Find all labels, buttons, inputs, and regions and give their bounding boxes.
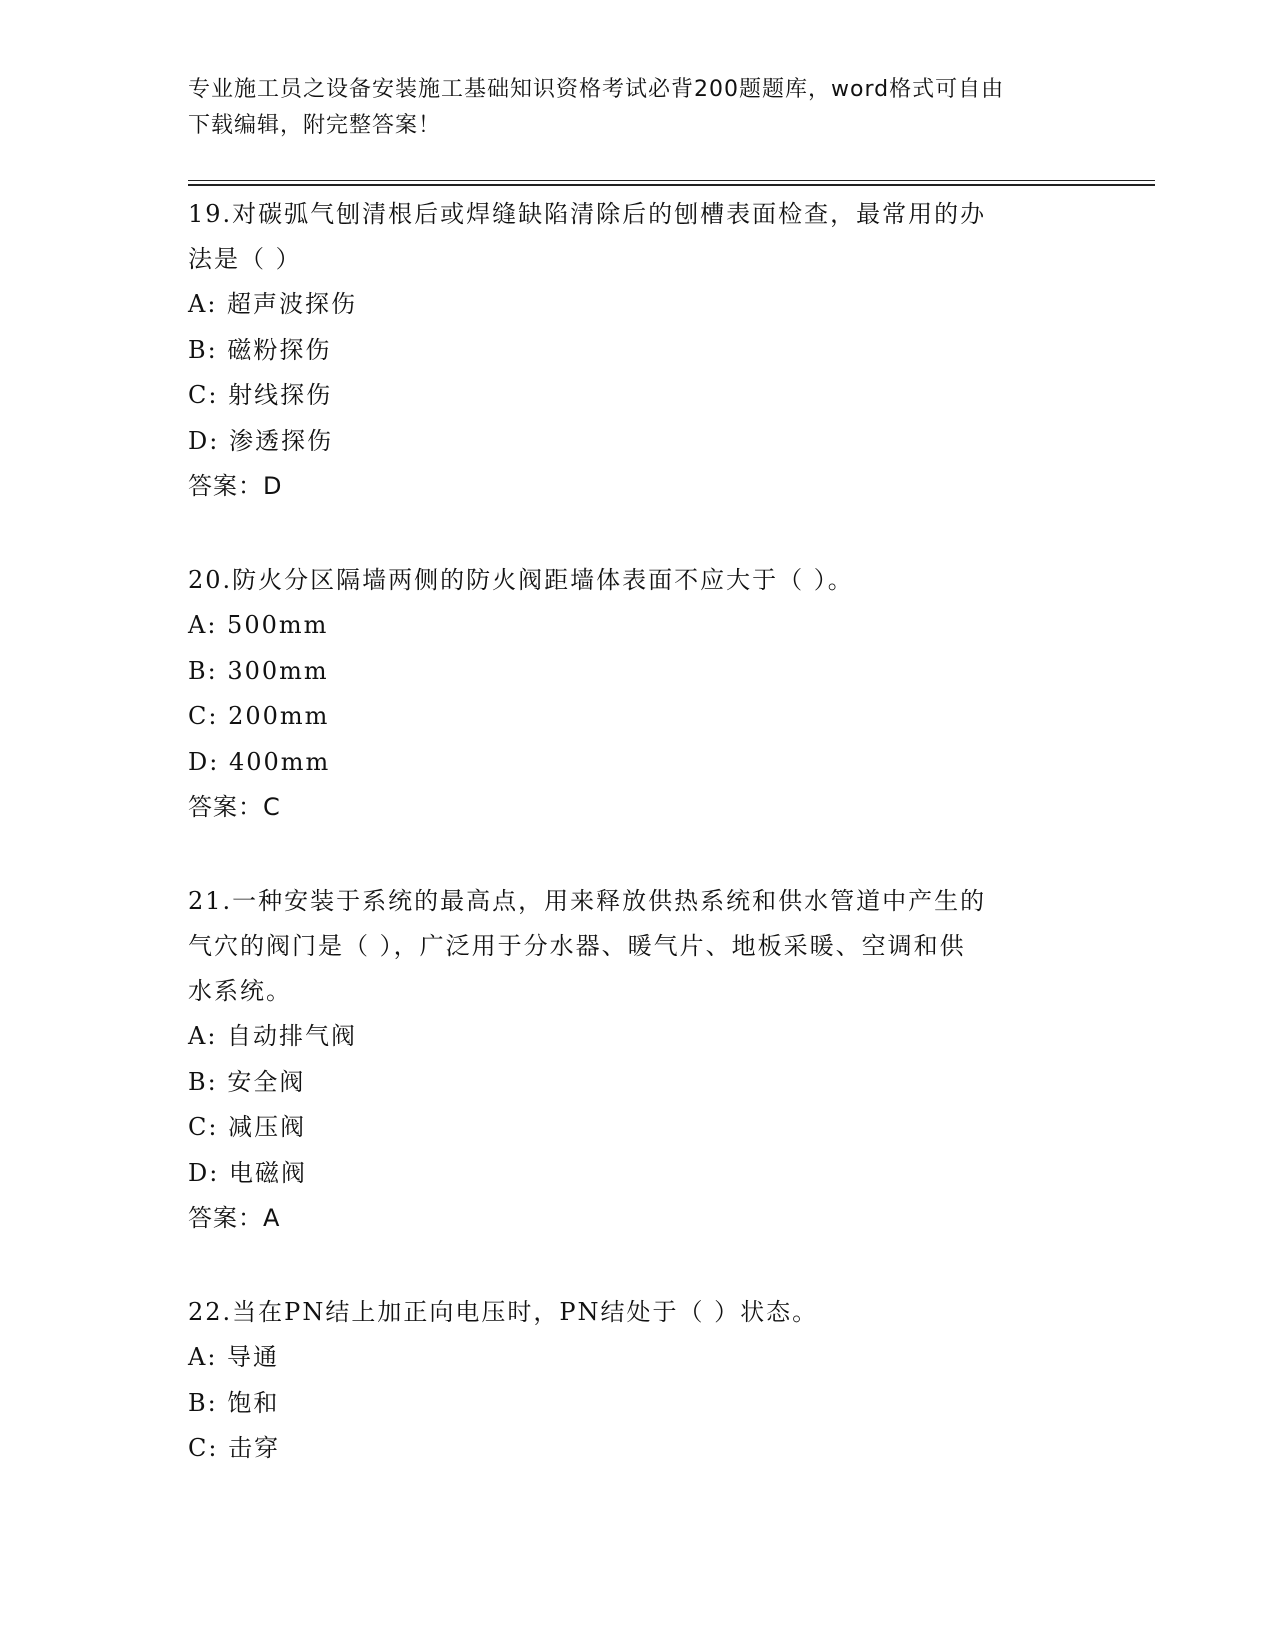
question-spacer	[188, 1241, 1068, 1286]
stem-line: 21.一种安装于系统的最高点，用来释放供热系统和供水管道中产生的	[188, 887, 987, 915]
option-c: C: 击穿	[188, 1434, 281, 1462]
header-divider-thick	[188, 184, 1155, 186]
question-stem	[188, 875, 1068, 1014]
answer-line: 答案：D	[188, 472, 283, 500]
document-header	[188, 72, 1068, 144]
option-a: A: 自动排气阀	[188, 1022, 358, 1050]
option-d: D: 400mm	[188, 747, 331, 776]
stem-line: 20.防火分区隔墙两侧的防火阀距墙体表面不应大于（ ）。	[188, 566, 854, 594]
option-c: C: 减压阀	[188, 1113, 307, 1141]
header-line-2: 下载编辑，附完整答案！	[188, 113, 442, 138]
header-divider-thin	[188, 180, 1155, 181]
option-b: B: 饱和	[188, 1388, 280, 1417]
question-22	[188, 1286, 1068, 1472]
question-21	[188, 875, 1068, 1241]
option-d: D: 渗透探伤	[188, 426, 333, 455]
option-c: C: 200mm	[188, 702, 330, 730]
answer-line: 答案：C	[188, 793, 281, 821]
question-list	[188, 188, 1068, 1472]
option-d: D: 电磁阀	[188, 1158, 307, 1187]
option-c: C: 射线探伤	[188, 381, 333, 409]
option-a: A: 500mm	[188, 611, 329, 639]
question-19	[188, 188, 1068, 509]
stem-line: 水系统。	[188, 977, 292, 1005]
stem-line: 22.当在PN结上加正向电压时，PN结处于（ ）状态。	[188, 1298, 819, 1326]
stem-line: 气穴的阀门是（ ），广泛用于分水器、暖气片、地板采暖、空调和供	[188, 932, 966, 960]
header-line-1: 专业施工员之设备安装施工基础知识资格考试必背200题题库，word格式可自由	[188, 77, 1005, 102]
stem-line: 19.对碳弧气刨清根后或焊缝缺陷清除后的刨槽表面检查，最常用的办	[188, 200, 987, 228]
question-20	[188, 554, 1068, 830]
question-stem	[188, 188, 1068, 282]
question-spacer	[188, 830, 1068, 875]
option-b: B: 300mm	[188, 656, 329, 685]
question-stem	[188, 1286, 1068, 1335]
option-b: B: 安全阀	[188, 1067, 306, 1096]
option-a: A: 导通	[188, 1343, 280, 1371]
answer-line: 答案：A	[188, 1204, 281, 1232]
option-b: B: 磁粉探伤	[188, 335, 332, 364]
question-spacer	[188, 509, 1068, 554]
question-stem	[188, 554, 1068, 603]
option-a: A: 超声波探伤	[188, 290, 358, 318]
stem-line: 法是（ ）	[188, 245, 302, 273]
